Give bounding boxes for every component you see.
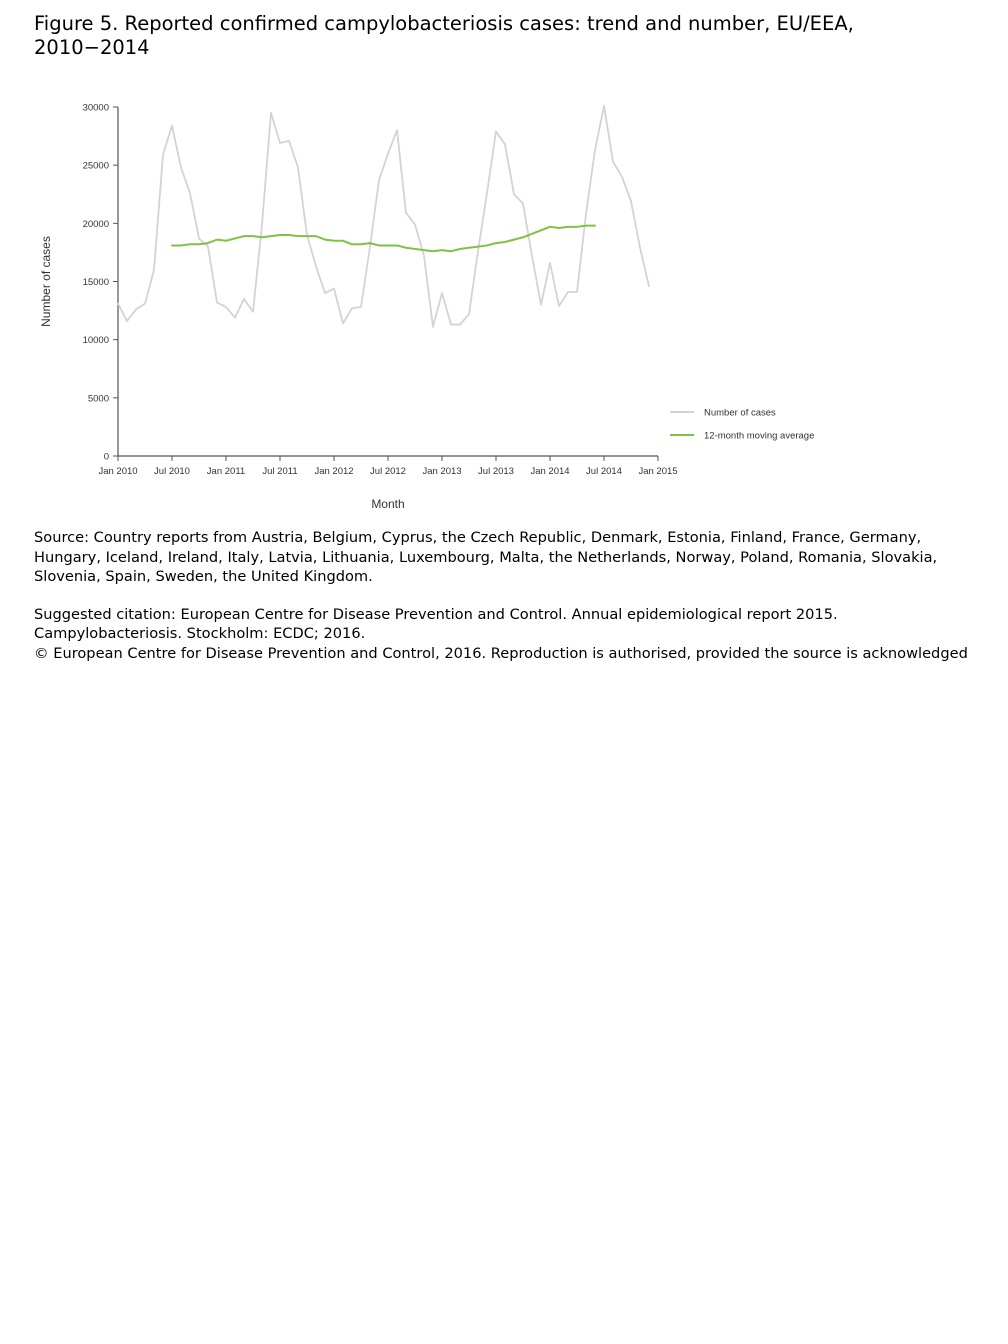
series-line-moving-average (172, 226, 595, 252)
y-axis-title: Number of cases (39, 236, 53, 327)
copyright-note: © European Centre for Disease Prevention and Control, 2016. Reproduction is authorised, provided the source is acknowledged (34, 644, 968, 662)
cases-line-chart (0, 80, 1008, 520)
x-tick-label: Jan 2015 (638, 466, 678, 477)
y-tick-label: 15000 (82, 277, 109, 288)
x-axis-title: Month (371, 497, 405, 511)
x-tick-label: Jul 2010 (154, 466, 190, 477)
y-tick-label: 25000 (82, 160, 109, 172)
x-tick-label: Jul 2014 (586, 466, 622, 477)
figure-title-line1: Figure 5. Reported confirmed campylobacteriosis cases: trend and number, EU/EEA, (34, 12, 854, 35)
x-tick-label: Jul 2012 (370, 466, 406, 477)
y-tick-label: 5000 (87, 393, 109, 405)
figure-title-line2: 2010−2014 (34, 36, 150, 59)
x-tick-label: Jan 2010 (98, 466, 138, 477)
y-tick-label: 0 (103, 451, 109, 463)
series-layer (118, 106, 649, 327)
legend-label: 12-month moving average (704, 430, 815, 442)
x-tick-label: Jul 2011 (262, 466, 298, 477)
x-axis (98, 456, 677, 477)
figure-notes (34, 528, 974, 663)
y-tick-label: 30000 (82, 102, 109, 114)
y-tick-label: 10000 (82, 335, 109, 347)
legend-label: Number of cases (704, 407, 776, 419)
series-line-number-of-cases (118, 106, 649, 327)
y-axis (83, 103, 118, 463)
figure-title (34, 12, 934, 60)
source-note: Source: Country reports from Austria, Belgium, Cyprus, the Czech Republic, Denmark, Estonia, Finland, France, Germany, Hungary, Iceland, Ireland, Italy, Latvia, Lithuania, Luxembourg, Malta, the Netherlands, Norway, Poland, Romania, Slovakia, Slovenia, Spain, Sweden, the United Kingdom. (34, 529, 938, 585)
x-tick-label: Jan 2011 (206, 466, 246, 477)
x-tick-label: Jan 2013 (422, 466, 462, 477)
x-tick-label: Jan 2014 (530, 466, 570, 477)
legend (670, 408, 814, 442)
x-tick-label: Jul 2013 (478, 466, 514, 477)
x-tick-label: Jan 2012 (314, 466, 354, 477)
y-tick-label: 20000 (82, 218, 109, 230)
citation-note: Suggested citation: European Centre for Disease Prevention and Control. Annual epidemiological report 2015. Campylobacteriosis. Stockholm: ECDC; 2016. (34, 605, 838, 642)
